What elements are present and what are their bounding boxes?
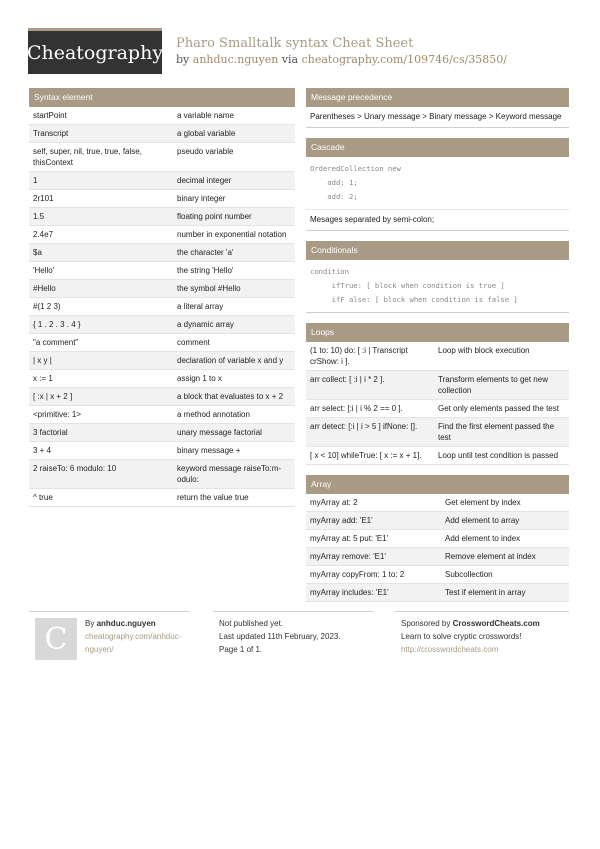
loops-row-code: [ x < 10] whileTrue: [ x := x + 1].	[310, 451, 422, 460]
syntax-row-code: 'Hello'	[33, 266, 55, 275]
syntax-row-code: 3 + 4	[33, 446, 52, 455]
conditionals-section	[306, 241, 569, 313]
author-link[interactable]: anhduc.nguyen	[192, 53, 279, 66]
syntax-row-code: 2.4e7	[33, 230, 54, 239]
footer-publish-info	[219, 617, 389, 656]
syntax-row-description: keyword message raiseTo:m-odulo:	[177, 464, 282, 484]
cascade-heading: Cascade	[306, 138, 569, 157]
loops-row	[306, 342, 569, 371]
footer-author-url[interactable]: cheatography.com/anhduc-nguyen/	[85, 632, 182, 654]
syntax-row-description: the character 'a'	[177, 248, 234, 257]
array-row-description: Add element to array	[445, 516, 520, 525]
cascade-code: OrderedCollection new add: 1; add: 2;	[306, 157, 569, 210]
published-status: Not published yet.	[219, 619, 284, 628]
footer-by: By	[85, 619, 95, 628]
syntax-row	[29, 125, 295, 143]
last-updated: Last updated 11th February, 2023.	[219, 632, 341, 641]
loops-row-code: arr select: [:i | i % 2 == 0 ].	[310, 404, 403, 413]
array-row-code: myArray includes: 'E1'	[310, 588, 389, 597]
sponsor-url[interactable]: http://crosswordcheats.com	[401, 645, 499, 654]
footer-author	[85, 617, 195, 656]
syntax-row	[29, 370, 295, 388]
syntax-table	[29, 107, 295, 507]
footer-author-line	[85, 617, 195, 630]
loops-row	[306, 447, 569, 465]
array-row-code: myArray at: 5 put: 'E1'	[310, 534, 389, 543]
syntax-row-code: $a	[33, 248, 42, 257]
sponsor-prefix: Sponsored by	[401, 619, 451, 628]
syntax-row	[29, 262, 295, 280]
sponsor-name[interactable]: CrosswordCheats.com	[452, 619, 540, 628]
array-table	[306, 494, 569, 602]
page-number: Page 1 of 1.	[219, 645, 263, 654]
syntax-row-description: a literal array	[177, 302, 224, 311]
footer-divider	[395, 611, 569, 612]
loops-row-description: Loop until test condition is passed	[438, 451, 559, 460]
syntax-row-description: a dynamic array	[177, 320, 234, 329]
syntax-section	[29, 88, 295, 507]
logo-text: Cheatography	[26, 41, 164, 64]
syntax-row-code: #(1 2 3)	[33, 302, 61, 311]
syntax-row-code: startPoint	[33, 111, 67, 120]
syntax-row-code: ^ true	[33, 493, 53, 502]
loops-row-code: arr detect: [:i | i > 5 ] ifNone: [].	[310, 422, 418, 431]
array-row-description: Remove element at index	[445, 552, 536, 561]
syntax-row-description: number in exponential notation	[177, 230, 287, 239]
syntax-row	[29, 388, 295, 406]
loops-row-description: Find the first element passed the test	[438, 422, 555, 442]
footer-divider	[29, 611, 189, 612]
syntax-row-description: decimal integer	[177, 176, 232, 185]
syntax-row	[29, 489, 295, 507]
syntax-row-code: 3 factorial	[33, 428, 68, 437]
syntax-row-code: <primitive: 1>	[33, 410, 82, 419]
right-column	[306, 88, 569, 612]
syntax-row	[29, 172, 295, 190]
syntax-row	[29, 424, 295, 442]
syntax-row	[29, 226, 295, 244]
precedence-text: Parentheses > Unary message > Binary message > Keyword message	[306, 107, 569, 128]
syntax-row-description: a global variable	[177, 129, 236, 138]
syntax-row-description: binary integer	[177, 194, 226, 203]
sponsor-tagline: Learn to solve cryptic crosswords!	[401, 632, 522, 641]
loops-row-description: Loop with block execution	[438, 346, 530, 355]
footer-author-name[interactable]: anhduc.nguyen	[96, 619, 156, 628]
loops-section	[306, 323, 569, 465]
loops-row-code: arr collect: [ :i | i * 2 ].	[310, 375, 385, 384]
array-row	[306, 584, 569, 602]
syntax-row-code: 1.5	[33, 212, 45, 221]
cascade-section	[306, 138, 569, 231]
syntax-row-description: a block that evaluates to x + 2	[177, 392, 284, 401]
syntax-row	[29, 208, 295, 226]
syntax-row-description: pseudo variable	[177, 147, 234, 156]
syntax-row-code: 2r101	[33, 194, 54, 203]
array-row	[306, 494, 569, 512]
precedence-section	[306, 88, 569, 128]
loops-heading: Loops	[306, 323, 569, 342]
syntax-row	[29, 107, 295, 125]
syntax-row-description: the symbol #Hello	[177, 284, 241, 293]
loops-row	[306, 418, 569, 447]
footer-sponsor	[401, 617, 569, 656]
loops-row	[306, 400, 569, 418]
loops-row	[306, 371, 569, 400]
array-row-code: myArray copyFrom: 1 to: 2	[310, 570, 405, 579]
syntax-row	[29, 352, 295, 370]
array-row	[306, 512, 569, 530]
syntax-row	[29, 442, 295, 460]
syntax-row-description: declaration of variable x and y	[177, 356, 284, 365]
conditionals-code: condition ifTrue: [ block when condition is true ] ifF alse: [ block when condition is false ]	[306, 260, 569, 313]
precedence-heading: Message precedence	[306, 88, 569, 107]
syntax-row-description: assign 1 to x	[177, 374, 222, 383]
loops-row-code: (1 to: 10) do: [ :i | Transcript crShow: i ].	[310, 346, 408, 366]
syntax-row-description: comment	[177, 338, 210, 347]
array-heading: Array	[306, 475, 569, 494]
array-row-code: myArray add: 'E1'	[310, 516, 373, 525]
syntax-row-description: the string 'Hello'	[177, 266, 234, 275]
syntax-row	[29, 190, 295, 208]
array-section	[306, 475, 569, 602]
left-column	[29, 88, 295, 517]
syntax-row-code: | x y |	[33, 356, 52, 365]
syntax-row	[29, 460, 295, 489]
array-row-description: Test if element in array	[445, 588, 526, 597]
syntax-row-code: { 1 . 2 . 3 . 4 }	[33, 320, 81, 329]
array-row-code: myArray at: 2	[310, 498, 358, 507]
array-row	[306, 548, 569, 566]
cascade-note: Mesages separated by semi-colon;	[306, 210, 569, 231]
syntax-row	[29, 316, 295, 334]
syntax-row-description: a method annotation	[177, 410, 250, 419]
syntax-row-code: Transcript	[33, 129, 69, 138]
syntax-row-code: [ :x | x + 2 ]	[33, 392, 73, 401]
array-row	[306, 530, 569, 548]
syntax-row-code: 2 raiseTo: 6 modulo: 10	[33, 464, 117, 473]
footer-divider	[213, 611, 373, 612]
array-row-description: Subcollection	[445, 570, 493, 579]
syntax-row	[29, 143, 295, 172]
array-row-description: Get element by index	[445, 498, 521, 507]
syntax-row-code: 1	[33, 176, 38, 185]
syntax-row-description: return the value true	[177, 493, 249, 502]
syntax-row-code: x := 1	[33, 374, 53, 383]
author-avatar[interactable]: C	[35, 618, 77, 660]
syntax-row-description: floating point number	[177, 212, 252, 221]
byline-via: via	[281, 53, 299, 66]
cheatography-logo[interactable]	[28, 28, 162, 74]
footer	[29, 611, 569, 661]
array-row	[306, 566, 569, 584]
syntax-row-code: "a comment"	[33, 338, 79, 347]
syntax-row	[29, 298, 295, 316]
sheet-url-link[interactable]: cheatography.com/109746/cs/35850/	[301, 53, 508, 66]
syntax-row-code: self, super, nil, true, true, false, thisContext	[33, 147, 142, 167]
syntax-row	[29, 334, 295, 352]
syntax-heading: Syntax element	[29, 88, 295, 107]
syntax-row-description: a variable name	[177, 111, 234, 120]
loops-row-description: Get only elements passed the test	[438, 404, 559, 413]
syntax-row	[29, 244, 295, 262]
array-row-description: Add element to index	[445, 534, 521, 543]
sponsor-line	[401, 617, 569, 630]
byline	[176, 53, 507, 66]
loops-row-description: Transform elements to get new collection	[438, 375, 548, 395]
syntax-row-description: unary message factorial	[177, 428, 262, 437]
syntax-row-code: #Hello	[33, 284, 56, 293]
syntax-row	[29, 280, 295, 298]
loops-table	[306, 342, 569, 465]
conditionals-heading: Conditionals	[306, 241, 569, 260]
page-title: Pharo Smalltalk syntax Cheat Sheet	[176, 36, 414, 51]
array-row-code: myArray remove: 'E1'	[310, 552, 386, 561]
syntax-row	[29, 406, 295, 424]
syntax-row-description: binary message +	[177, 446, 241, 455]
byline-by: by	[176, 53, 190, 66]
